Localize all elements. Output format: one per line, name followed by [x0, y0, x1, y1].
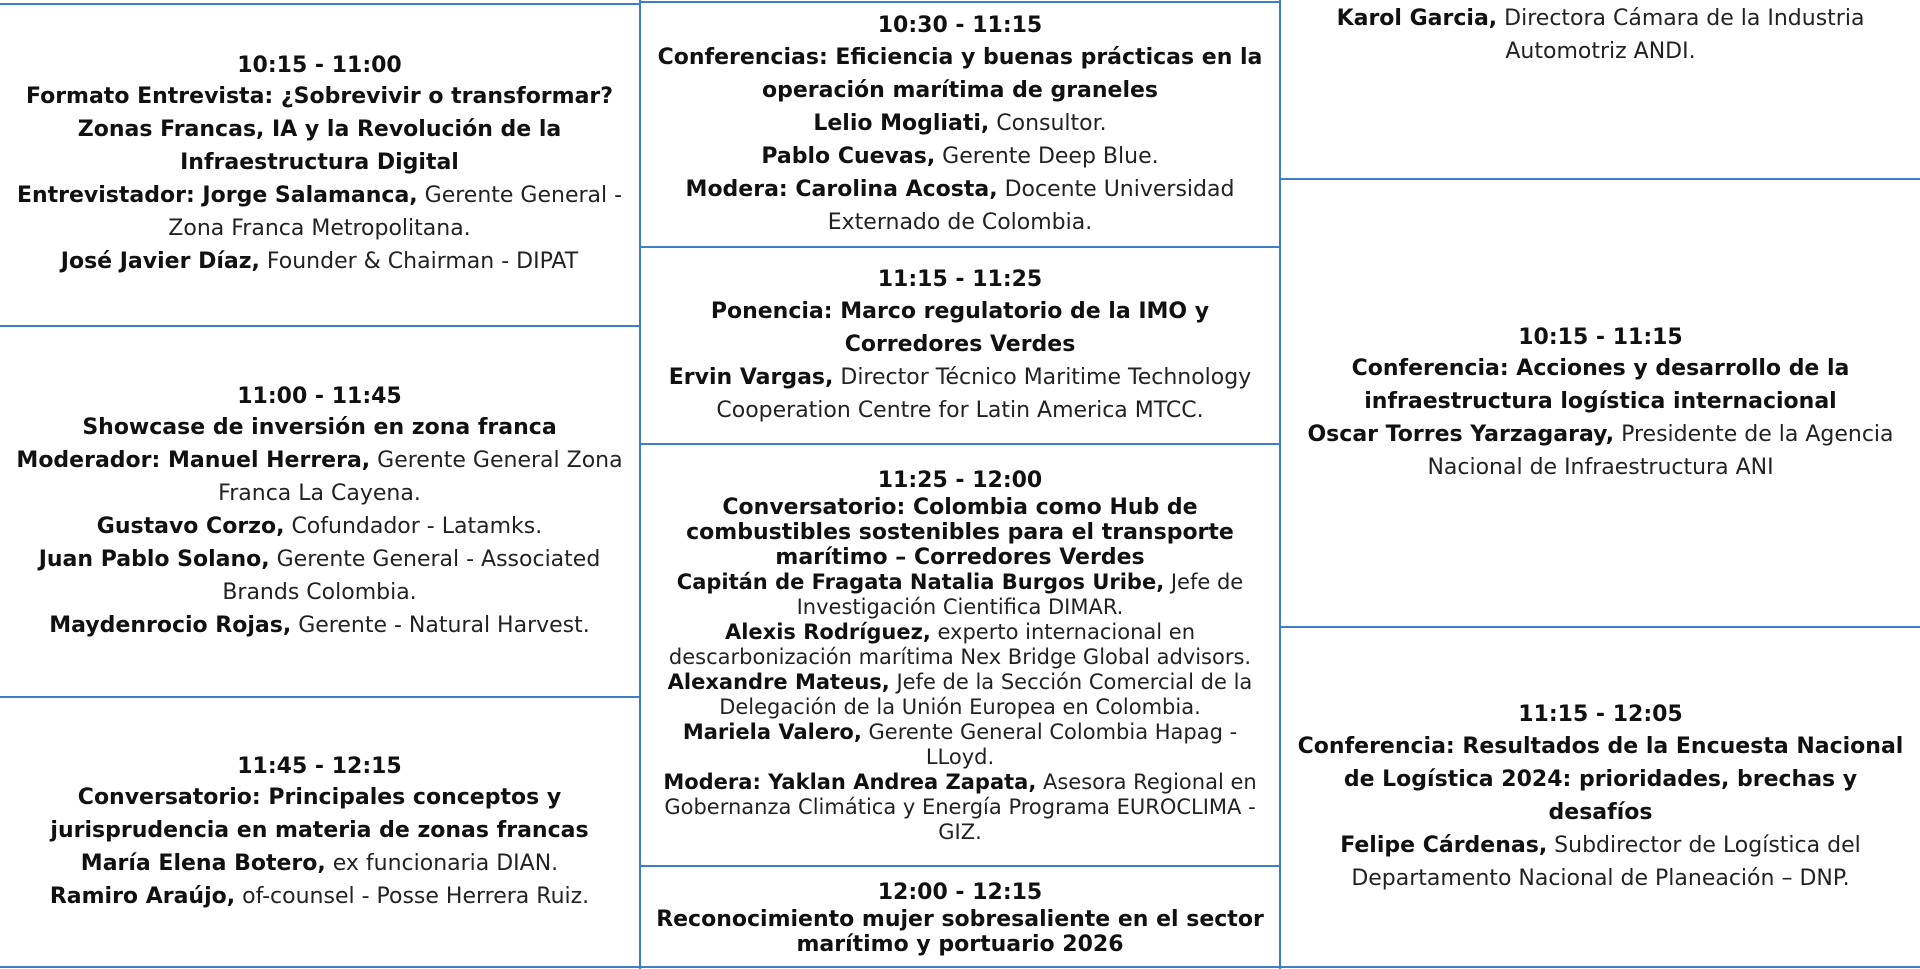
session-block	[1281, 181, 1920, 627]
speaker-entry	[761, 140, 1158, 173]
session-block	[641, 868, 1279, 967]
speaker-entry	[655, 173, 1265, 239]
speaker-name: José Javier Díaz,	[60, 249, 260, 275]
speaker-entry	[655, 620, 1265, 670]
speaker-role: Cofundador - Latamks.	[284, 514, 543, 540]
speaker-role: of-counsel - Posse Herrera Ruiz.	[235, 884, 590, 910]
speaker-entry	[49, 609, 590, 642]
session-title-line: Conferencias: Eficiencia y buenas prácticas en la	[657, 44, 1263, 70]
speaker-entry	[14, 444, 625, 510]
speaker-entry	[813, 107, 1106, 140]
speaker-role: Director Técnico Maritime Technology Cooperation Centre for Latin America MTCC.	[716, 364, 1252, 423]
session-block	[0, 699, 639, 967]
session-title-line: Conferencia: Acciones y desarrollo de la	[1351, 356, 1850, 382]
speaker-entry	[655, 720, 1265, 770]
speaker-role: Gerente General Zona Franca La Cayena.	[218, 448, 623, 507]
session-time: 11:15 - 12:05	[1518, 702, 1683, 728]
speaker-name: Capitán de Fragata Natalia Burgos Uribe,	[676, 570, 1165, 594]
speaker-name: Felipe Cárdenas,	[1340, 832, 1548, 858]
speaker-name: Ramiro Araújo,	[49, 884, 236, 910]
speaker-name: Moderador: Manuel Herrera,	[16, 448, 371, 474]
session-time: 10:15 - 11:15	[1518, 324, 1683, 350]
speaker-entry	[81, 847, 558, 880]
session-title-line: Conferencia: Resultados de la Encuesta Nacional	[1297, 733, 1904, 759]
session-block	[641, 249, 1279, 444]
speaker-name: Mariela Valero,	[682, 720, 862, 744]
speaker-role: Gerente Deep Blue.	[935, 143, 1159, 169]
session-time: 11:25 - 12:00	[877, 468, 1043, 493]
speaker-entry	[14, 543, 625, 609]
session-block	[1281, 629, 1920, 967]
session-title-line: Reconocimiento mujer sobresaliente en el sector	[656, 906, 1264, 932]
speaker-name: Gustavo Corzo,	[96, 514, 285, 540]
speaker-name: Karol Garcia,	[1336, 6, 1498, 31]
speaker-name: Ervin Vargas,	[668, 364, 834, 390]
agenda-column-2	[641, 0, 1279, 969]
speaker-role: Consultor.	[989, 110, 1107, 136]
session-block	[1281, 0, 1920, 179]
speaker-entry	[1295, 418, 1906, 484]
speaker-name: Alexis Rodríguez,	[724, 620, 931, 644]
speaker-role: Founder & Chairman - DIPAT	[259, 249, 579, 275]
speaker-entry	[655, 361, 1265, 427]
speaker-role: Gerente General - Zona Franca Metropolitana.	[168, 183, 623, 242]
speaker-role: Presidente de la Agencia Nacional de Infraestructura ANI	[1427, 422, 1894, 481]
session-time: 12:00 - 12:15	[877, 879, 1043, 905]
session-title-line: Corredores Verdes	[844, 331, 1076, 357]
session-title-line: Infraestructura Digital	[180, 150, 459, 176]
row-divider	[641, 1, 1279, 3]
speaker-name: María Elena Botero,	[80, 851, 326, 877]
session-title-line: Conversatorio: Colombia como Hub de	[722, 495, 1198, 520]
speaker-name: Lelio Mogliati,	[813, 110, 990, 136]
agenda-column-1	[0, 0, 639, 969]
speaker-entry	[1295, 2, 1906, 68]
speaker-name: Modera: Yaklan Andrea Zapata,	[663, 770, 1037, 794]
speaker-role: Gerente General - Associated Brands Colombia.	[222, 547, 601, 606]
speaker-role: Docente Universidad Externado de Colombia.	[827, 176, 1235, 235]
speaker-name: Pablo Cuevas,	[761, 143, 936, 169]
session-title-line: jurisprudencia en materia de zonas francas	[50, 818, 589, 844]
session-title-line: Conversatorio: Principales conceptos y	[77, 785, 562, 811]
speaker-entry	[655, 570, 1265, 620]
speaker-entry	[97, 510, 542, 543]
speaker-name: Juan Pablo Solano,	[38, 547, 270, 573]
session-time: 11:00 - 11:45	[237, 383, 402, 409]
session-title-line: marítimo y portuario 2026	[796, 931, 1124, 957]
session-title-line: de Logística 2024: prioridades, brechas y desafíos	[1343, 766, 1858, 825]
speaker-role: Gerente General Colombia Hapag - LLoyd.	[861, 720, 1238, 769]
session-block	[641, 4, 1279, 247]
speaker-role: Jefe de Investigación Cientifica DIMAR.	[796, 570, 1244, 619]
speaker-entry	[14, 179, 625, 245]
speaker-name: Modera: Carolina Acosta,	[685, 176, 998, 202]
session-time: 11:45 - 12:15	[237, 753, 402, 779]
session-time: 10:30 - 11:15	[877, 13, 1043, 39]
speaker-role: Subdirector de Logística del Departamento Nacional de Planeación – DNP.	[1351, 832, 1861, 891]
session-title-line: Ponencia: Marco regulatorio de la IMO y	[710, 298, 1210, 324]
session-title-line: combustibles sostenibles para el transporte	[686, 520, 1234, 545]
speaker-role: ex funcionaria DIAN.	[325, 851, 559, 877]
session-title-line: infraestructura logística internacional	[1364, 389, 1837, 415]
agenda-column-3	[1281, 0, 1920, 969]
session-time: 11:15 - 11:25	[877, 267, 1043, 293]
session-title-line: operación marítima de graneles	[761, 77, 1159, 103]
speaker-entry	[655, 770, 1265, 845]
speaker-name: Entrevistador: Jorge Salamanca,	[16, 183, 418, 209]
speaker-entry	[1295, 829, 1906, 895]
speaker-name: Maydenrocio Rojas,	[49, 613, 292, 639]
speaker-role: Asesora Regional en Gobernanza Climática y Energía Programa EUROCLIMA - GIZ.	[664, 770, 1257, 844]
speaker-role: Gerente - Natural Harvest.	[291, 613, 590, 639]
speaker-role: Directora Cámara de la Industria Automotriz ANDI.	[1497, 6, 1865, 64]
session-time: 10:15 - 11:00	[237, 52, 402, 78]
speaker-name: Oscar Torres Yarzagaray,	[1307, 422, 1615, 448]
session-block	[641, 446, 1279, 866]
session-title-line: Showcase de inversión en zona franca	[82, 415, 557, 441]
session-block	[0, 4, 639, 326]
speaker-role: experto internacional en descarbonización marítima Nex Bridge Global advisors.	[668, 620, 1252, 669]
session-title-line: Formato Entrevista: ¿Sobrevivir o transformar?	[25, 84, 614, 110]
speaker-role: Jefe de la Sección Comercial de la Delegación de la Unión Europea en Colombia.	[719, 670, 1253, 719]
session-title-line: marítimo – Corredores Verdes	[775, 545, 1145, 570]
session-block	[0, 328, 639, 697]
speaker-entry	[61, 245, 578, 278]
speaker-name: Alexandre Mateus,	[667, 670, 890, 694]
speaker-entry	[50, 880, 589, 913]
session-title-line: Zonas Francas, IA y la Revolución de la	[77, 117, 562, 143]
speaker-entry	[655, 670, 1265, 720]
